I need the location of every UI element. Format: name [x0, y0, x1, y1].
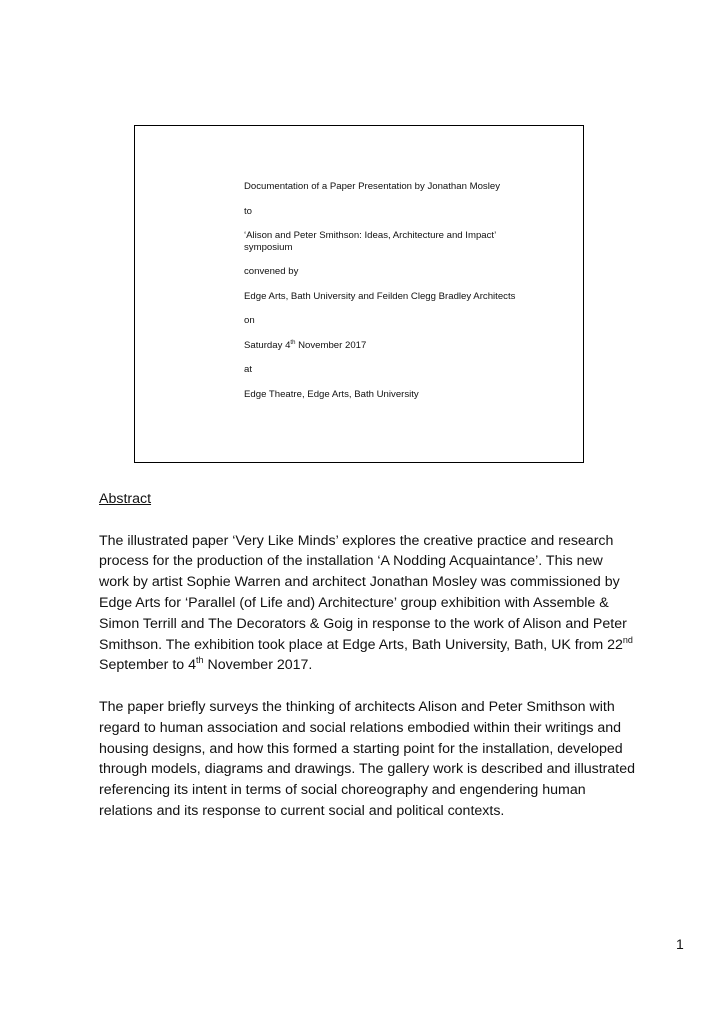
abstract-section	[99, 489, 639, 822]
slide-on: on	[244, 315, 255, 326]
ordinal-suffix: nd	[622, 634, 633, 645]
text-line: work by artist Sophie Warren and architect Jonathan Mosley was commissioned by	[99, 574, 620, 591]
slide-date-prefix: Saturday 4	[244, 339, 291, 351]
text-line: Simon Terrill and The Decorators & Goig in response to the work of Alison and Peter	[99, 615, 627, 632]
slide-symposium-label: symposium	[244, 241, 293, 253]
slide-to: to	[244, 205, 253, 217]
slide-venue: Edge Theatre, Edge Arts, Bath University	[244, 388, 419, 400]
text-line-prefix: Smithson. The exhibition took place at Edge Arts, Bath University, Bath, UK from 22	[99, 636, 623, 653]
text-line: The paper briefly surveys the thinking of architects Alison and Peter Smithson with	[99, 698, 615, 715]
title-slide-text	[244, 181, 564, 400]
abstract-paragraph-1	[99, 531, 639, 677]
text-line: The illustrated paper ‘Very Like Minds’ explores the creative practice and research	[99, 532, 614, 549]
text-line: housing designs, and how this formed a starting point for the installation, developed	[99, 740, 623, 757]
ordinal-suffix: th	[196, 655, 204, 666]
abstract-heading: Abstract	[99, 491, 152, 507]
text-line: referencing its intent in terms of social choreography and engendering human	[99, 782, 586, 799]
slide-date-ordinal: th	[290, 339, 296, 346]
slide-date	[244, 340, 564, 352]
text-line: Edge Arts for ‘Parallel (of Life and) Architecture’ group exhibition with Assemble &	[99, 594, 609, 611]
slide-date-suffix: November 2017	[295, 339, 367, 351]
title-slide-frame	[134, 125, 584, 463]
text-line: relations and its response to current social and political contexts.	[99, 802, 505, 819]
slide-at: at	[244, 364, 253, 375]
text-line: regard to human association and social relations embodied within their writings and	[99, 719, 622, 736]
slide-title: Documentation of a Paper Presentation by Jonathan Mosley	[244, 181, 500, 192]
page-number: 1	[676, 936, 684, 952]
text-line-suffix: November 2017.	[203, 657, 313, 674]
abstract-paragraph-2	[99, 697, 639, 822]
slide-convened-by: convened by	[244, 266, 299, 277]
text-line	[99, 635, 639, 656]
text-line: through models, diagrams and drawings. The gallery work is described and illustrated	[99, 761, 635, 778]
text-line: process for the production of the installation ‘A Nodding Acquaintance’. This new	[99, 553, 603, 570]
text-line-prefix: September to 4	[99, 657, 197, 674]
slide-symposium-name: ‘Alison and Peter Smithson: Ideas, Architecture and Impact’	[244, 230, 497, 241]
text-line	[99, 655, 639, 676]
slide-organisers: Edge Arts, Bath University and Feilden Clegg Bradley Architects	[244, 290, 516, 302]
